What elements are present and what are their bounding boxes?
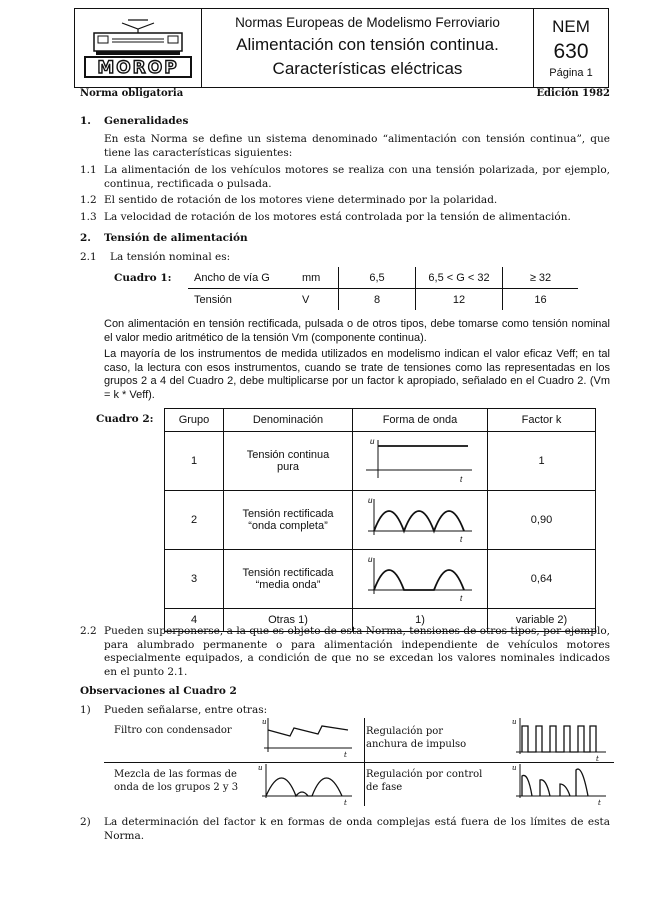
- filter-label: Filtro con condensador: [114, 725, 232, 736]
- header-title-block: [202, 9, 534, 87]
- table-cell: 2: [165, 491, 224, 550]
- axis-label: t: [344, 751, 347, 758]
- axis-label: t: [344, 799, 347, 806]
- label-line: de fase: [366, 781, 403, 793]
- mixed-waveform-icon: [256, 762, 356, 806]
- axis-label: u: [368, 496, 373, 505]
- table-row: [165, 491, 596, 550]
- table-cell: 0,90: [488, 491, 596, 550]
- cuadro-1-table: [188, 267, 578, 310]
- table-cell: 3: [165, 550, 224, 609]
- axis-label: t: [596, 755, 599, 762]
- doc-title-line1: Alimentación con tensión continua.: [236, 35, 499, 54]
- dc-waveform-icon: [360, 436, 480, 486]
- observations-title: Observaciones al Cuadro 2: [80, 685, 237, 697]
- item-text: La tensión nominal es:: [110, 251, 231, 263]
- table-cell: 1: [488, 432, 596, 491]
- table-cell: Tensión: [194, 293, 232, 306]
- section-1-number: 1.: [80, 115, 91, 127]
- table-row: [165, 432, 596, 491]
- denomination-line: Tensión rectificada: [242, 508, 334, 520]
- section-2-number: 2.: [80, 232, 91, 244]
- table-cell: 1: [165, 432, 224, 491]
- denomination-line: Tensión rectificada: [242, 567, 334, 579]
- axis-label: u: [512, 764, 517, 772]
- item-text: El sentido de rotación de los motores viene determinado por la polaridad.: [104, 194, 498, 206]
- label-line: anchura de impulso: [366, 738, 467, 750]
- waveform-cell: [353, 432, 488, 491]
- pulse-width-label: [366, 726, 466, 751]
- divider: [364, 718, 365, 806]
- table-header: Grupo: [165, 409, 224, 432]
- cuadro-2-label: Cuadro 2:: [96, 413, 154, 425]
- item-number: 2.1: [80, 251, 97, 263]
- denomination-line: Tensión continua: [246, 449, 330, 461]
- paragraph-rectified: Con alimentación en tensión rectificada, pulsada o de otros tipos, debe tomarse como tensión nominal el valor medio aritmético de la tensión Vm (componente continua).: [104, 318, 610, 344]
- table-cell: 12: [416, 289, 503, 311]
- item-text: La alimentación de los vehículos motores se realiza con una tensión polarizada, por ejemplo, continua, rectificada o pulsada.: [104, 164, 610, 190]
- axis-label: u: [262, 718, 267, 726]
- paragraph-instruments: La mayoría de los instrumentos de medida utilizados en modelismo indican el valor eficaz Veff; en tal caso, la lectura con esos instrumentos, cuando se trate de tensiones como las representadas en los grupos 2 a 4 del Cuadro 2, debe multiplicarse por un factor k apropiado, señalado en el Cuadro 2. (Vm = k * Veff).: [104, 348, 610, 401]
- denomination-line: pura: [276, 461, 300, 473]
- axis-label: u: [258, 764, 263, 772]
- document-header: [74, 8, 609, 88]
- table-cell: 0,64: [488, 550, 596, 609]
- denomination-line: “media onda”: [255, 579, 321, 591]
- table-cell: [224, 550, 353, 609]
- item-number: 1.1: [80, 164, 97, 176]
- mixed-waveform-label: [114, 769, 238, 794]
- table-cell: Ancho de vía G: [188, 267, 296, 289]
- axis-label: t: [460, 535, 463, 544]
- page-label: Página 1: [549, 67, 593, 79]
- logo-text: MOROP: [97, 58, 179, 78]
- filtered-waveform-icon: [262, 716, 358, 758]
- denomination-line: “onda completa”: [248, 520, 328, 532]
- norm-status: Norma obligatoria: [80, 88, 184, 99]
- note-number: 2): [80, 816, 91, 828]
- waveform-cell: [353, 491, 488, 550]
- axis-label: t: [460, 475, 463, 484]
- table-cell: 8: [339, 289, 416, 311]
- item-text: La velocidad de rotación de los motores está controlada por la tensión de alimentación.: [104, 211, 571, 223]
- table-cell: 1): [353, 609, 488, 632]
- cuadro-1-label: Cuadro 1:: [114, 272, 172, 284]
- item-number: 2.2: [80, 625, 97, 637]
- axis-label: u: [368, 555, 373, 564]
- axis-label: t: [598, 799, 601, 806]
- table-cell: mm: [296, 267, 339, 289]
- doc-title-line2: Características eléctricas: [272, 59, 463, 78]
- standard-number: 630: [553, 40, 589, 63]
- locomotive-logo-icon: [82, 17, 194, 79]
- standard-id-block: [534, 9, 608, 87]
- table-cell: 16: [503, 289, 579, 311]
- section-2-title: Tensión de alimentación: [104, 232, 248, 244]
- item-text: Pueden superponerse, a la que es objeto de esta Norma, tensiones de otros tipos, por ejemplo, para alumbrado permanente o para alimentación independiente de vehículos motores especialmente equipados, a condición de que no se excedan los valores nominales indicados en el punto 2.1.: [104, 625, 610, 678]
- table-cell: ≥ 32: [503, 267, 579, 289]
- cuadro-2-table: [164, 408, 596, 632]
- morop-logo: [75, 9, 202, 87]
- item-number: 1.2: [80, 194, 97, 206]
- axis-label: u: [512, 718, 517, 726]
- table-header: Denominación: [224, 409, 353, 432]
- table-row: [165, 550, 596, 609]
- standard-code: NEM: [552, 17, 590, 36]
- label-line: Regulación por control: [366, 769, 483, 780]
- table-cell: [224, 491, 353, 550]
- note-text: Pueden señalarse, entre otras:: [104, 704, 268, 716]
- half-wave-icon: [360, 554, 480, 604]
- item-number: 1.3: [80, 211, 97, 223]
- phase-control-waveform-icon: [510, 762, 610, 806]
- table-cell: Otras 1): [224, 609, 353, 632]
- table-header: Forma de onda: [353, 409, 488, 432]
- pwm-waveform-icon: [510, 716, 610, 762]
- axis-label: t: [460, 594, 463, 603]
- edition: Edición 1982: [536, 88, 610, 99]
- table-cell: 6,5 < G < 32: [416, 267, 503, 289]
- phase-control-label: [366, 769, 482, 794]
- table-cell: 6,5: [339, 267, 416, 289]
- section-1-title: Generalidades: [104, 115, 189, 127]
- note-number: 1): [80, 704, 91, 716]
- section-1-intro: En esta Norma se define un sistema denominado “alimentación con tensión continua”, que tiene las características siguientes:: [104, 133, 610, 159]
- note-text: La determinación del factor k en formas de onda complejas está fuera de los límites de esta Norma.: [104, 816, 610, 842]
- org-title: Normas Europeas de Modelismo Ferroviario: [235, 15, 500, 30]
- label-line: Mezcla de las formas de: [114, 769, 237, 780]
- full-wave-icon: [360, 495, 480, 545]
- label-line: Regulación por: [366, 726, 444, 737]
- table-cell: variable 2): [488, 609, 596, 632]
- table-cell: [224, 432, 353, 491]
- label-line: onda de los grupos 2 y 3: [114, 781, 239, 793]
- table-cell: V: [302, 293, 310, 306]
- axis-label: u: [370, 437, 375, 446]
- table-header: Factor k: [488, 409, 596, 432]
- table-cell: 4: [165, 609, 224, 632]
- waveform-cell: [353, 550, 488, 609]
